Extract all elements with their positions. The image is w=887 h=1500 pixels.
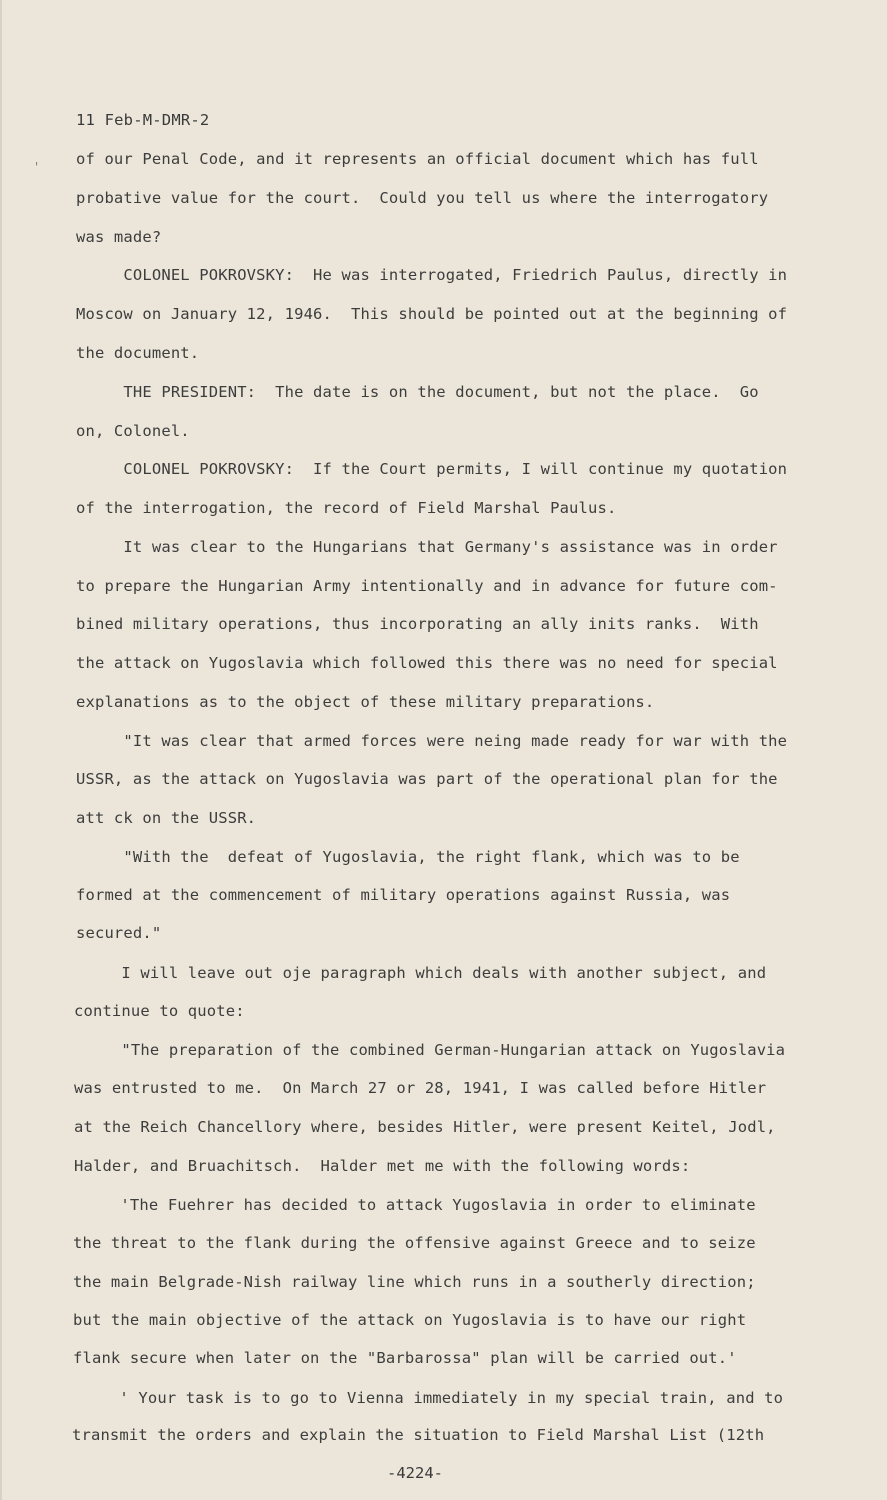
text-line: of the interrogation, the record of Field Marshal Paulus.	[76, 499, 617, 517]
text-line: It was clear to the Hungarians that Germany's assistance was in order	[76, 538, 778, 556]
text-line: on, Colonel.	[76, 422, 190, 440]
margin-mark: '	[33, 160, 41, 174]
text-line: at the Reich Chancellory where, besides Hitler, were present Keitel, Jodl,	[74, 1118, 776, 1136]
text-line: of our Penal Code, and it represents an official document which has full	[76, 150, 759, 168]
document-id: 11 Feb-M-DMR-2	[76, 111, 210, 129]
text-line: flank secure when later on the "Barbarossa" plan will be carried out.'	[73, 1349, 737, 1367]
text-line: THE PRESIDENT: The date is on the document, but not the place. Go	[76, 383, 759, 401]
text-line: the threat to the flank during the offensive against Greece and to seize	[73, 1234, 756, 1252]
text-line: the document.	[76, 344, 200, 362]
text-line: USSR, as the attack on Yugoslavia was part of the operational plan for the	[76, 770, 778, 788]
text-line: transmit the orders and explain the situation to Field Marshal List (12th	[72, 1426, 765, 1444]
text-line: was entrusted to me. On March 27 or 28, 1941, I was called before Hitler	[74, 1079, 767, 1097]
text-line: ' Your task is to go to Vienna immediately in my special train, and to	[72, 1389, 784, 1407]
text-line: the attack on Yugoslavia which followed this there was no need for special	[76, 654, 778, 672]
text-line: 'The Fuehrer has decided to attack Yugoslavia in order to eliminate	[73, 1196, 756, 1214]
text-line: was made?	[76, 228, 162, 246]
text-line: att ck on the USSR.	[76, 809, 257, 827]
text-line: "With the defeat of Yugoslavia, the right flank, which was to be	[76, 848, 740, 866]
text-line: "The preparation of the combined German-Hungarian attack on Yugoslavia	[74, 1041, 786, 1059]
text-line: bined military operations, thus incorporating an ally inits ranks. With	[76, 615, 759, 633]
text-line: the main Belgrade-Nish railway line which runs in a southerly direction;	[73, 1273, 756, 1291]
text-line: secured."	[76, 924, 162, 942]
text-line: I will leave out oje paragraph which deals with another subject, and	[74, 964, 767, 982]
text-line: Halder, and Bruachitsch. Halder met me with the following words:	[74, 1157, 691, 1175]
text-line: Moscow on January 12, 1946. This should be pointed out at the beginning of	[76, 305, 788, 323]
text-line: to prepare the Hungarian Army intentionally and in advance for future com-	[76, 577, 778, 595]
text-line: "It was clear that armed forces were neing made ready for war with the	[76, 732, 788, 750]
text-line: COLONEL POKROVSKY: He was interrogated, Friedrich Paulus, directly in	[76, 266, 788, 284]
text-line: COLONEL POKROVSKY: If the Court permits, I will continue my quotation	[76, 460, 788, 478]
text-line: but the main objective of the attack on Yugoslavia is to have our right	[73, 1311, 747, 1329]
text-line: formed at the commencement of military operations against Russia, was	[76, 886, 731, 904]
page-number: -4224-	[387, 1464, 443, 1482]
text-line: explanations as to the object of these military preparations.	[76, 693, 655, 711]
text-line: continue to quote:	[74, 1002, 245, 1020]
text-line: probative value for the court. Could you tell us where the interrogatory	[76, 189, 769, 207]
